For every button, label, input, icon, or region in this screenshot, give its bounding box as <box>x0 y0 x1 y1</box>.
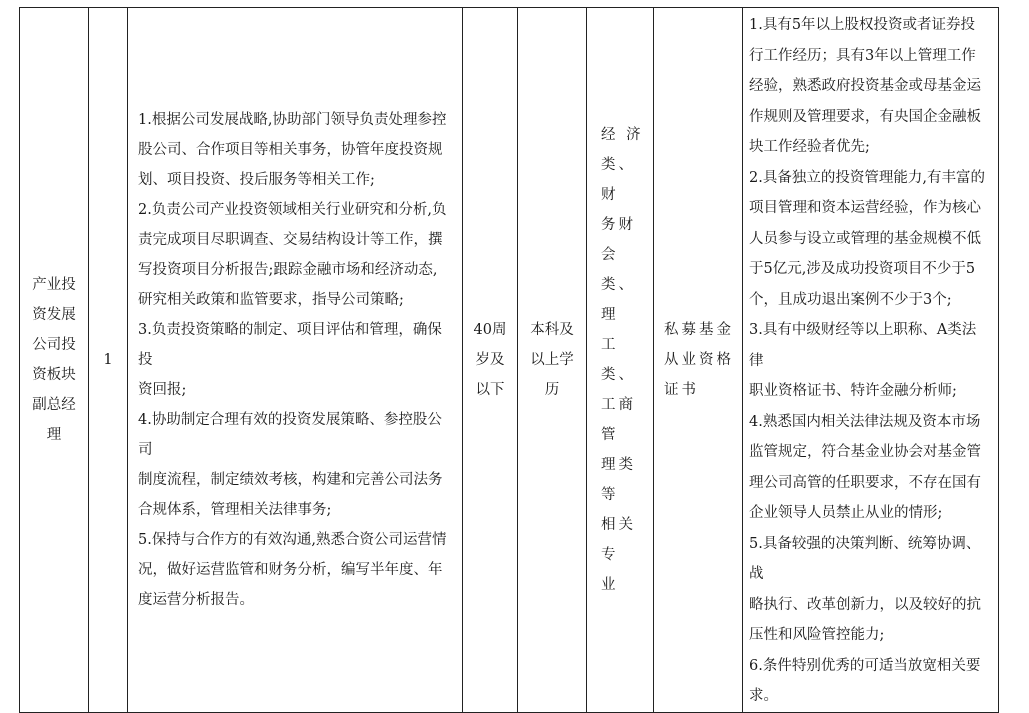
table-row <box>20 8 999 713</box>
position-cell <box>20 8 89 713</box>
certificate-cell <box>654 8 743 713</box>
requirements-cell <box>743 8 999 713</box>
position-title: 产业投 资发展 公司投 资板块 副总经 理 <box>32 276 76 443</box>
education-requirement: 本科及 以上学 历 <box>530 321 574 398</box>
major-requirement: 经 济 类、财 务财会 类、理 工类、 工商管 理类等 相关专 业 <box>601 126 644 593</box>
requirements-text: 1.具有5年以上股权投资或者证券投 行工作经历；具有3年以上管理工作 经验，熟悉政府投资基金或母基金运 作规则及管理要求，有央国企金融板 块工作经验者优先; 2.具备独立的投资管理能力,有丰富的 项目管理和资本运营经验，作为核心 人员参与设立或管理的基金规模不低 于5亿元,涉及成功投资项目不少于5 个，且成功退出案例不少于3个; 3.具有中级财经等以上职称、A类法律 职业资格证书、特许金融分析师; 4.熟悉国内相关法律法规及资本市场 监管规定，符合基金业协会对基金管 理公司高管的任职要求，不存在国有 企业领导人员禁止从业的情形; 5.具备较强的决策判断、统筹协调、战 略执行、改革创新力，以及较好的抗 压性和风险管控能力; 6.条件特别优秀的可适当放宽相关要 求。 <box>749 17 985 704</box>
certificate-requirement: 私募基金 从业资格 证书 <box>664 321 734 398</box>
major-cell <box>587 8 654 713</box>
age-cell <box>463 8 518 713</box>
headcount-cell <box>89 8 128 713</box>
headcount-value: 1 <box>103 351 113 368</box>
duties-cell <box>128 8 463 713</box>
duties-text: 1.根据公司发展战略,协助部门领导负责处理参控 股公司、合作项目等相关事务，协管年度投资规 划、项目投资、投后服务等相关工作; 2.负责公司产业投资领域相关行业研究和分析,负 责完成项目尽职调查、交易结构设计等工作，撰 写投资项目分析报告;跟踪金融市场和经济动态, 研究相关政策和监管要求，指导公司策略; 3.负责投资策略的制定、项目评估和管理，确保投 资回报; 4.协助制定合理有效的投资发展策略、参控股公司 制度流程，制定绩效考核，构建和完善公司法务 合规体系，管理相关法律事务; 5.保持与合作方的有效沟通,熟悉合资公司运营情 况，做好运营监管和财务分析，编写半年度、年 度运营分析报告。 <box>138 111 447 608</box>
recruitment-table <box>19 7 999 713</box>
education-cell <box>518 8 587 713</box>
age-requirement: 40周 岁及 以下 <box>473 321 507 398</box>
